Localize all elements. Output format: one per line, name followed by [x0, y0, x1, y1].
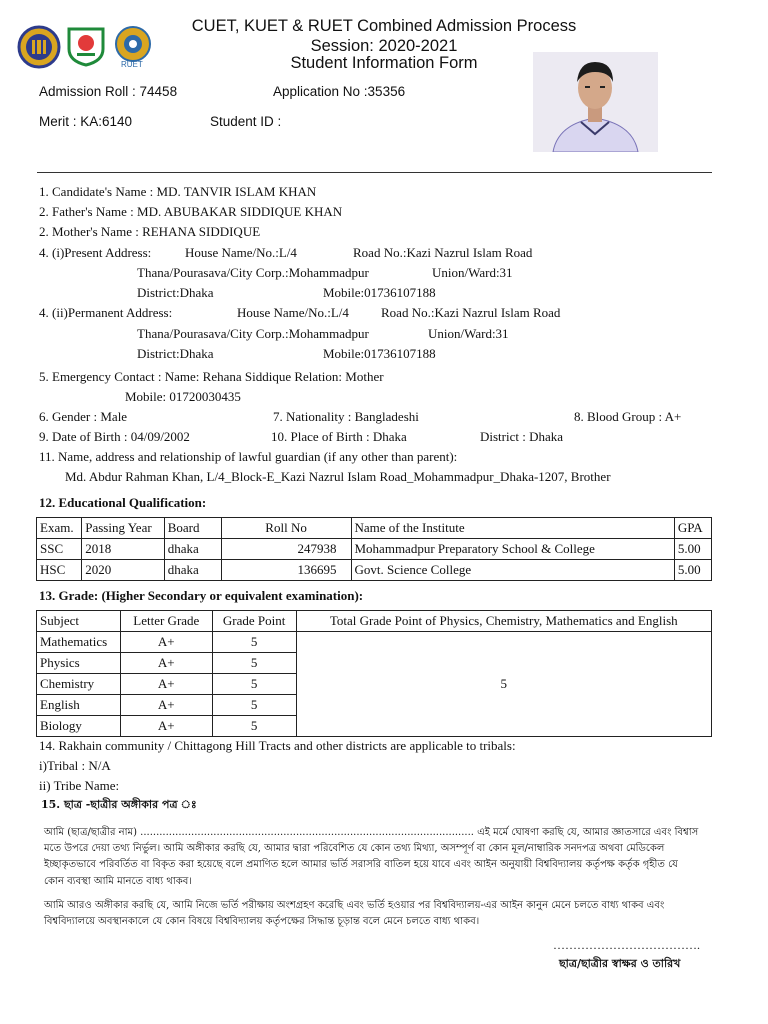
cell: 5	[212, 674, 296, 695]
education-table	[36, 517, 712, 581]
guardian-value: Md. Abdur Rahman Khan, L/4_Block-E_Kazi Nazrul Islam Road_Mohammadpur_Dhaka-1207, Brother	[65, 469, 611, 484]
cell: 5.00	[674, 560, 711, 581]
cell: English	[37, 695, 121, 716]
present-mobile: Mobile:01736107188	[323, 285, 436, 300]
guardian-label: 11. Name, address and relationship of lawful guardian (if any other than parent):	[39, 449, 458, 464]
education-col-institute: Name of the Institute	[351, 518, 674, 539]
education-col-board: Board	[164, 518, 221, 539]
cell: Govt. Science College	[351, 560, 674, 581]
emergency-mobile: Mobile: 01720030435	[125, 389, 241, 404]
education-col-exam: Exam.	[37, 518, 82, 539]
present-house: House Name/No.:L/4	[185, 245, 297, 260]
birth-district: District : Dhaka	[480, 429, 564, 444]
cell: HSC	[37, 560, 82, 581]
ruet-logo-text: RUET	[121, 60, 143, 69]
cell: Mohammadpur Preparatory School & College	[351, 539, 674, 560]
father-name: 2. Father's Name : MD. ABUBAKAR SIDDIQUE KHAN	[39, 204, 343, 219]
cell: Mathematics	[37, 632, 121, 653]
declaration-line: মতে উপরে দেয়া তথ্য নির্ভুল। আমি অঙ্গীকার করছি যে, আমার দ্বারা পরিবেশিত যে কোন তথ্য মিথ্যা, অসম্পূর্ণ বা কোন মূল/নাম্বারিক সনদপত্র অথবা মেডিকেল	[44, 843, 665, 854]
education-heading: 12. Educational Qualification:	[39, 495, 207, 510]
education-header-row	[37, 518, 712, 539]
nationality: 7. Nationality : Bangladeshi	[273, 409, 419, 424]
total-grade-point: 5	[296, 632, 711, 737]
grades-header-row	[37, 611, 712, 632]
cell: A+	[120, 653, 212, 674]
permanent-road: Road No.:Kazi Nazrul Islam Road	[381, 305, 561, 320]
cell: 2020	[82, 560, 164, 581]
permanent-union: Union/Ward:31	[428, 326, 509, 341]
cell: 247938	[221, 539, 351, 560]
declaration-line: ইচ্ছাকৃতভাবে পরিবর্তিত বা বিকৃত করা হয়েছে বলে প্রমাণিত হলে আমার ভর্তি সরাসরি বাতিল হয়ে যাবে এবং আইন অনুযায়ী বিশ্ববিদ্যালয় কর্তৃপক্ষ কর্তৃক গৃহীত যে	[44, 859, 678, 870]
education-col-gpa: GPA	[674, 518, 711, 539]
cell: 5	[212, 716, 296, 737]
present-road: Road No.:Kazi Nazrul Islam Road	[353, 245, 533, 260]
tribe-name: ii) Tribe Name:	[39, 778, 120, 793]
place-of-birth: 10. Place of Birth : Dhaka	[271, 429, 407, 444]
gender: 6. Gender : Male	[39, 409, 128, 424]
cell: 136695	[221, 560, 351, 581]
cell: 5.00	[674, 539, 711, 560]
blood-group: 8. Blood Group : A+	[574, 409, 682, 424]
form-title: CUET, KUET & RUET Combined Admission Process	[191, 17, 577, 35]
education-col-roll: Roll No	[221, 518, 351, 539]
permanent-house: House Name/No.:L/4	[237, 305, 349, 320]
declaration-line: আমি আরও অঙ্গীকার করছি যে, আমি নিজে ভর্তি পরীক্ষায় অংশগ্রহণ করেছি এবং ভর্তি হওয়ার পর বিশ্ববিদ্যালয়-এর আইন কানুন মেনে চলতে বাধ্য থাকব এবং	[44, 900, 665, 911]
declaration-heading: 15. ছাত্র -ছাত্রীর অঙ্গীকার পত্র ঃ	[41, 798, 197, 811]
cell: 2018	[82, 539, 164, 560]
grades-heading: 13. Grade: (Higher Secondary or equivalent examination):	[39, 588, 364, 603]
student-id: Student ID :	[210, 114, 282, 129]
cell: dhaka	[164, 560, 221, 581]
cell: Biology	[37, 716, 121, 737]
grades-col-letter: Letter Grade	[120, 611, 212, 632]
cell: 5	[212, 653, 296, 674]
declaration-line: আমি (ছাত্র/ছাত্রীর নাম) ......................................................................................................... এই মর্মে ঘোষণা করছি যে, আমার জ্ঞাতসারে এবং বিশ্বাস	[44, 827, 699, 838]
grades-col-total: Total Grade Point of Physics, Chemistry, Mathematics and English	[296, 611, 711, 632]
grades-col-point: Grade Point	[212, 611, 296, 632]
cell: Chemistry	[37, 674, 121, 695]
cell: A+	[120, 632, 212, 653]
table-row	[37, 539, 712, 560]
form-subtitle: Student Information Form	[290, 54, 478, 72]
grades-table	[36, 610, 712, 737]
grades-col-subject: Subject	[37, 611, 121, 632]
cell: A+	[120, 674, 212, 695]
cell: dhaka	[164, 539, 221, 560]
divider	[37, 172, 712, 173]
present-district: District:Dhaka	[137, 285, 214, 300]
date-of-birth: 9. Date of Birth : 04/09/2002	[39, 429, 190, 444]
permanent-thana: Thana/Pourasava/City Corp.:Mohammadpur	[137, 326, 369, 341]
cell: A+	[120, 716, 212, 737]
session-label: Session: 2020-2021	[310, 37, 458, 55]
declaration-line: কোন ব্যবস্থা আমি মানতে বাধ্য থাকব।	[44, 876, 192, 887]
permanent-district: District:Dhaka	[137, 346, 214, 361]
candidate-name: 1. Candidate's Name : MD. TANVIR ISLAM KHAN	[39, 184, 317, 199]
cell: 5	[212, 632, 296, 653]
present-address-label: 4. (i)Present Address:	[39, 245, 152, 260]
table-row	[37, 560, 712, 581]
candidate-photo	[533, 52, 658, 152]
permanent-mobile: Mobile:01736107188	[323, 346, 436, 361]
merit: Merit : KA:6140	[39, 114, 133, 129]
cell: SSC	[37, 539, 82, 560]
cell: A+	[120, 695, 212, 716]
table-row	[37, 632, 712, 653]
permanent-address-label: 4. (ii)Permanent Address:	[39, 305, 173, 320]
tribal-heading: 14. Rakhain community / Chittagong Hill Tracts and other districts are applicable to tribals:	[39, 738, 516, 753]
present-union: Union/Ward:31	[432, 265, 513, 280]
mother-name: 2. Mother's Name : REHANA SIDDIQUE	[39, 224, 261, 239]
signature-label: ছাত্র/ছাত্রীর স্বাক্ষর ও তারিখ	[559, 957, 681, 970]
admission-roll: Admission Roll : 74458	[39, 84, 178, 99]
cell: 5	[212, 695, 296, 716]
declaration-line: বিশ্ববিদ্যালয়ে অবস্থানকালে যে কোন বিষয়ে বিশ্ববিদ্যালয় কর্তৃপক্ষের সিদ্ধান্ত চূড়ান্ত বলে মেনে চলতে বাধ্য থাকব।	[44, 916, 480, 927]
present-thana: Thana/Pourasava/City Corp.:Mohammadpur	[137, 265, 369, 280]
cell: Physics	[37, 653, 121, 674]
education-col-year: Passing Year	[82, 518, 164, 539]
tribal-status: i)Tribal : N/A	[39, 758, 111, 773]
emergency-contact: 5. Emergency Contact : Name: Rehana Siddique Relation: Mother	[39, 369, 384, 384]
signature-line: ……………………………….	[553, 938, 700, 952]
application-no: Application No :35356	[273, 84, 406, 99]
